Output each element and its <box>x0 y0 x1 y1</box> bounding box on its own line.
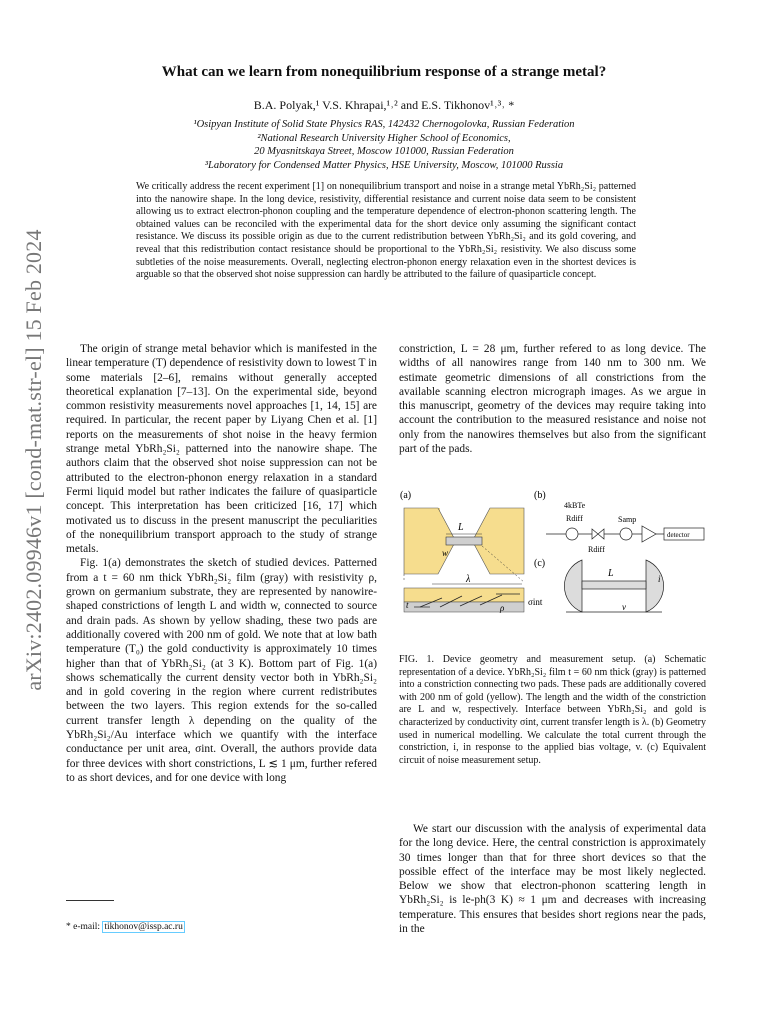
fig-label-v: v <box>622 602 626 612</box>
fig-label-lambda: λ <box>466 574 471 585</box>
fig-label-noise-source: 4kBTe <box>564 501 586 510</box>
figure-1-caption: FIG. 1. Device geometry and measurement setup. (a) Schematic representation of a device. YbRh₂Si₂ film t = 60 nm thick (gray) is patterned into a constriction connecting two pads. These pads are additionally covered with 200 nm of gold (yellow). The length and the width of the constriction are L and w, respectively. Interface between YbRh₂Si₂ and gold is characterized by conductivity σint, current transfer length is λ. (b) Geometry used in numerical modelling. We calculate the total current through the constriction, i, in response to the applied bias voltage, v. (c) Equivalent circuit of noise measurement setup. <box>399 654 706 766</box>
right-paragraph-1: constriction, L = 28 μm, further refered to as long device. The widths of all nanowires range from 140 nm to 300 nm. We estimate geometric dimensions of all constrictions from the available scanning electron micrograph images. As we argue in this manuscript, geometry of the devices may require taking into account the contribution to the measured resistance and noise not only from the nanowires themselves but also from the significant part of the pads. <box>399 343 706 456</box>
fig-label-b: (b) <box>534 490 546 501</box>
abstract: We critically address the recent experiment [1] on nonequilibrium transport and noise in a strange metal YbRh₂Si₂ patterned into the nanowire shape. In the long device, resistivity, differential resistance and current noise data seem to be consistent allowing us to extract electron-phonon coupling and the temperature dependence of electron-phonon scattering length. The obtained values can be reconciled with the experimental data for the short device only assuming the significant contact resistance. We discuss its possible origin as due to the current redistribution between YbRh₂Si₂ and its gold covering, and reveal that this redistribution contact resistance should be proportional to the YbRh₂Si₂ resistivity. We also discuss some subtleties of the noise measurements. Overall, neglecting electron-phonon energy relaxation even in the shortest devices is arguable so that the observed shot noise suppression can hardly be attributed to the failure of quasiparticle concept. <box>136 181 636 281</box>
fig-label-i: i <box>658 574 661 584</box>
nanowire-constriction <box>446 537 482 545</box>
left-column <box>66 342 377 785</box>
fig-label-samp: Samp <box>618 515 637 524</box>
footnote <box>66 922 185 932</box>
affiliations <box>0 118 768 172</box>
right-half-disk <box>646 560 664 612</box>
fig-label-rdiff-bottom: Rdiff <box>588 545 605 554</box>
resistor-symbol <box>592 529 604 539</box>
left-half-disk <box>564 560 582 612</box>
fig-label-sigma-int: σint <box>528 597 543 607</box>
fig-label-c: (c) <box>534 558 546 569</box>
affiliation-2-address: 20 Myasnitskaya Street, Moscow 101000, Russian Federation <box>254 146 514 158</box>
affiliation-2: ²National Research University Higher School of Economics, <box>257 132 511 144</box>
gold-layer-cross-section <box>404 588 524 602</box>
arxiv-identifier: arXiv:2402.09946v1 [cond-mat.str-el] 15 Feb 2024 <box>21 229 46 691</box>
figure-1 <box>396 486 712 626</box>
amplifier-symbol <box>642 526 656 542</box>
right-paragraph-2: We start our discussion with the analysis of experimental data for the long device. Here, the central constriction is approximately 30 times longer than that for three short devices so that the possible effect of the interface may be most likely neglected. Below we show that electron-phonon scattering length in YbRh₂Si₂ is le-ph(3 K) ≈ 1 μm and decreases with increasing temperature. This ensures that besides short regions near the pads, in the <box>399 823 706 936</box>
fig-label-L-c: L <box>608 568 614 579</box>
footnote-rule <box>66 900 114 901</box>
fig-label-L: L <box>458 522 464 533</box>
right-column-bottom <box>399 822 706 936</box>
affiliation-3: ³Laboratory for Condensed Matter Physics, HSE University, Moscow, 101000 Russia <box>204 159 564 171</box>
paper-title: What can we learn from nonequilibrium response of a strange metal? <box>161 64 607 80</box>
fig-label-a: (a) <box>400 490 412 501</box>
affiliation-1: ¹Osipyan Institute of Solid State Physics RAS, 142432 Chernogolovka, Russian Federation <box>193 119 575 130</box>
constriction-model <box>582 581 646 589</box>
arxiv-sidebar <box>14 229 54 691</box>
footnote-prefix: * e-mail: <box>66 922 101 932</box>
fig-label-t: t <box>406 600 409 610</box>
fig-label-rho: ρ <box>500 603 505 613</box>
fig-label-w: w <box>442 548 449 558</box>
intro-paragraph-2: Fig. 1(a) demonstrates the sketch of studied devices. Patterned from a t = 60 nm thick YbRh₂Si₂ film (gray) with resistivity ρ, grown on germanium substrate, they are represented by nanowire-shaped constrictions of length L and width w, connected to source and drain pads. As shown by yellow shading, these two pads are additionally covered with 200 nm of gold. We note that at low bath temperature (T₀) the gold conductivity is approximately 10 times higher than that of YbRh₂Si₂ (at 3 K). Bottom part of Fig. 1(a) shows schematically the current density vector both in YbRh₂Si₂ and in gold covering in the region where current redistributes between the two layers. This region extends for the so-called current transfer length λ depending on the quality of the YbRh₂Si₂/Au interface which we quantify with the interface conductance per unit area, σint. Overall, the authors provide data for three devices with short constrictions, L ≲ 1 μm, further refered to as short devices, and for one device with long <box>66 557 377 784</box>
fig-label-detector: detector <box>667 531 690 539</box>
current-source-symbol <box>566 528 578 540</box>
amplifier-noise-source <box>620 528 632 540</box>
intro-paragraph-1: The origin of strange metal behavior which is manifested in the linear temperature (T) dependence of resistivity down to lowest T in some materials [2–6], remains without generally accepted theoretical explanation [7–13]. On the experimental side, beyond common resistivity measurements novel approaches [1, 14, 15] are required. In particular, the recent paper by Liyang Chen et al. [1] reports on the measurements of shot noise in the heavy fermion strange metal YbRh₂Si₂ patterned into the nanowire shape. The authors claim that the observed shot noise suppression can not be attributed to the electron-phonon energy relaxation in a standard Fermi liquid model but rather indicates the failure of quasiparticle concept. This interpretation has been criticized [16, 17] which motivated us to discuss in the present manuscript the peculiarities of the nonequilibrium transport approach to the study of strange metals. <box>66 343 377 556</box>
fig-label-rdiff-top: Rdiff <box>566 514 583 523</box>
right-column-top <box>399 342 706 456</box>
footnote-email-link[interactable]: tikhonov@issp.ac.ru <box>104 922 183 932</box>
author-list: B.A. Polyak,¹ V.S. Khrapai,¹˒² and E.S. Tikhonov¹˒³˒ * <box>253 98 515 112</box>
